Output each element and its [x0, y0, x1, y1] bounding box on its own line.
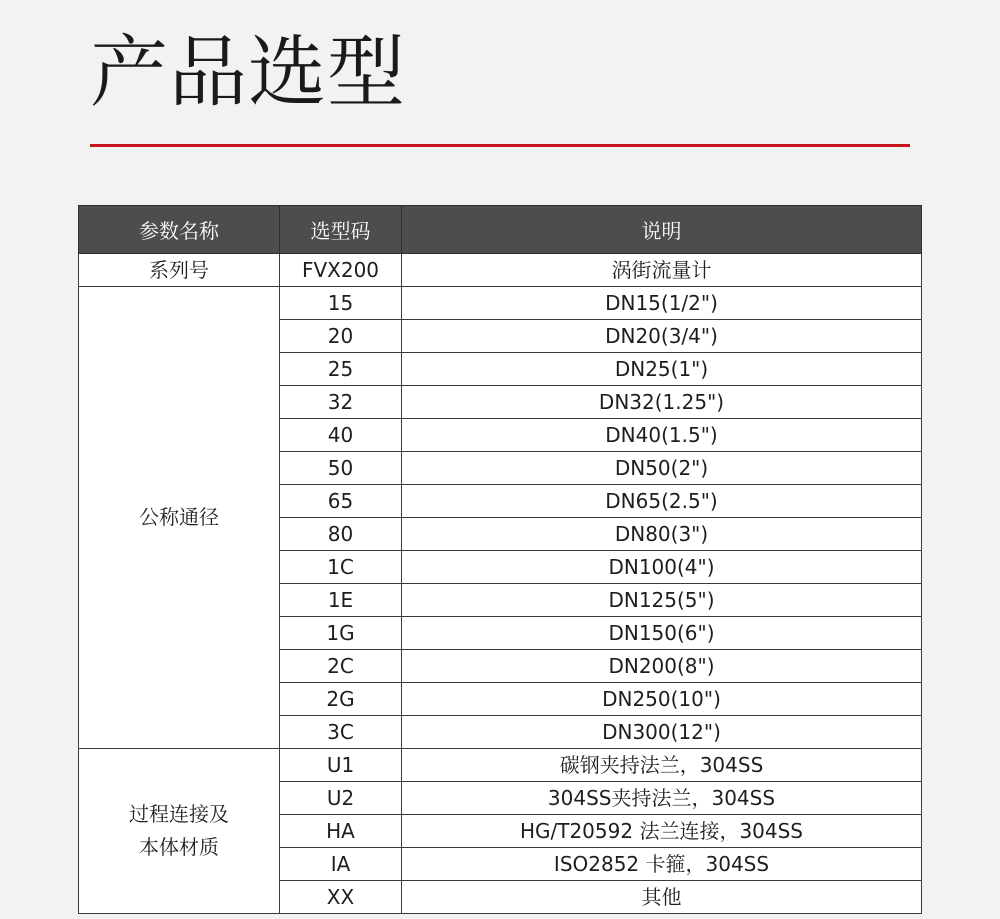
- desc-cell: DN50(2"): [402, 452, 922, 485]
- table-row: [79, 287, 922, 320]
- desc-cell: DN15(1/2"): [402, 287, 922, 320]
- code-cell: 25: [280, 353, 402, 386]
- desc-cell: HG/T20592 法兰连接，304SS: [402, 815, 922, 848]
- desc-cell: DN40(1.5"): [402, 419, 922, 452]
- code-cell: FVX200: [280, 254, 402, 287]
- desc-cell: DN20(3/4"): [402, 320, 922, 353]
- desc-cell: 304SS夹持法兰，304SS: [402, 782, 922, 815]
- header-param-name: 参数名称: [79, 206, 280, 254]
- code-cell: 80: [280, 518, 402, 551]
- code-cell: 50: [280, 452, 402, 485]
- param-cell: 系列号: [79, 254, 280, 287]
- desc-cell: 涡街流量计: [402, 254, 922, 287]
- code-cell: 2G: [280, 683, 402, 716]
- page-title: 产品选型: [90, 28, 407, 118]
- code-cell: 1C: [280, 551, 402, 584]
- table-header-row: [79, 206, 922, 254]
- selection-table: [78, 205, 922, 914]
- code-cell: IA: [280, 848, 402, 881]
- code-cell: U1: [280, 749, 402, 782]
- table-row: [79, 254, 922, 287]
- code-cell: 20: [280, 320, 402, 353]
- header-description: 说明: [402, 206, 922, 254]
- code-cell: 1G: [280, 617, 402, 650]
- desc-cell: DN200(8"): [402, 650, 922, 683]
- code-cell: 1E: [280, 584, 402, 617]
- code-cell: 2C: [280, 650, 402, 683]
- desc-cell: ISO2852 卡箍，304SS: [402, 848, 922, 881]
- param-line-1: 过程连接及: [129, 802, 229, 826]
- desc-cell: DN125(5"): [402, 584, 922, 617]
- code-cell: 3C: [280, 716, 402, 749]
- desc-cell: DN100(4"): [402, 551, 922, 584]
- desc-cell: DN300(12"): [402, 716, 922, 749]
- desc-cell: DN250(10"): [402, 683, 922, 716]
- desc-cell: DN65(2.5"): [402, 485, 922, 518]
- header-selection-code: 选型码: [280, 206, 402, 254]
- desc-cell: 其他: [402, 881, 922, 914]
- code-cell: 65: [280, 485, 402, 518]
- code-cell: XX: [280, 881, 402, 914]
- param-cell-connection: [79, 749, 280, 914]
- code-cell: 40: [280, 419, 402, 452]
- param-cell-diameter: 公称通径: [79, 287, 280, 749]
- desc-cell: DN32(1.25"): [402, 386, 922, 419]
- desc-cell: 碳钢夹持法兰，304SS: [402, 749, 922, 782]
- table-row: [79, 749, 922, 782]
- desc-cell: DN25(1"): [402, 353, 922, 386]
- code-cell: U2: [280, 782, 402, 815]
- title-divider: [90, 144, 910, 147]
- param-line-2: 本体材质: [139, 835, 219, 859]
- code-cell: 32: [280, 386, 402, 419]
- code-cell: HA: [280, 815, 402, 848]
- desc-cell: DN150(6"): [402, 617, 922, 650]
- desc-cell: DN80(3"): [402, 518, 922, 551]
- code-cell: 15: [280, 287, 402, 320]
